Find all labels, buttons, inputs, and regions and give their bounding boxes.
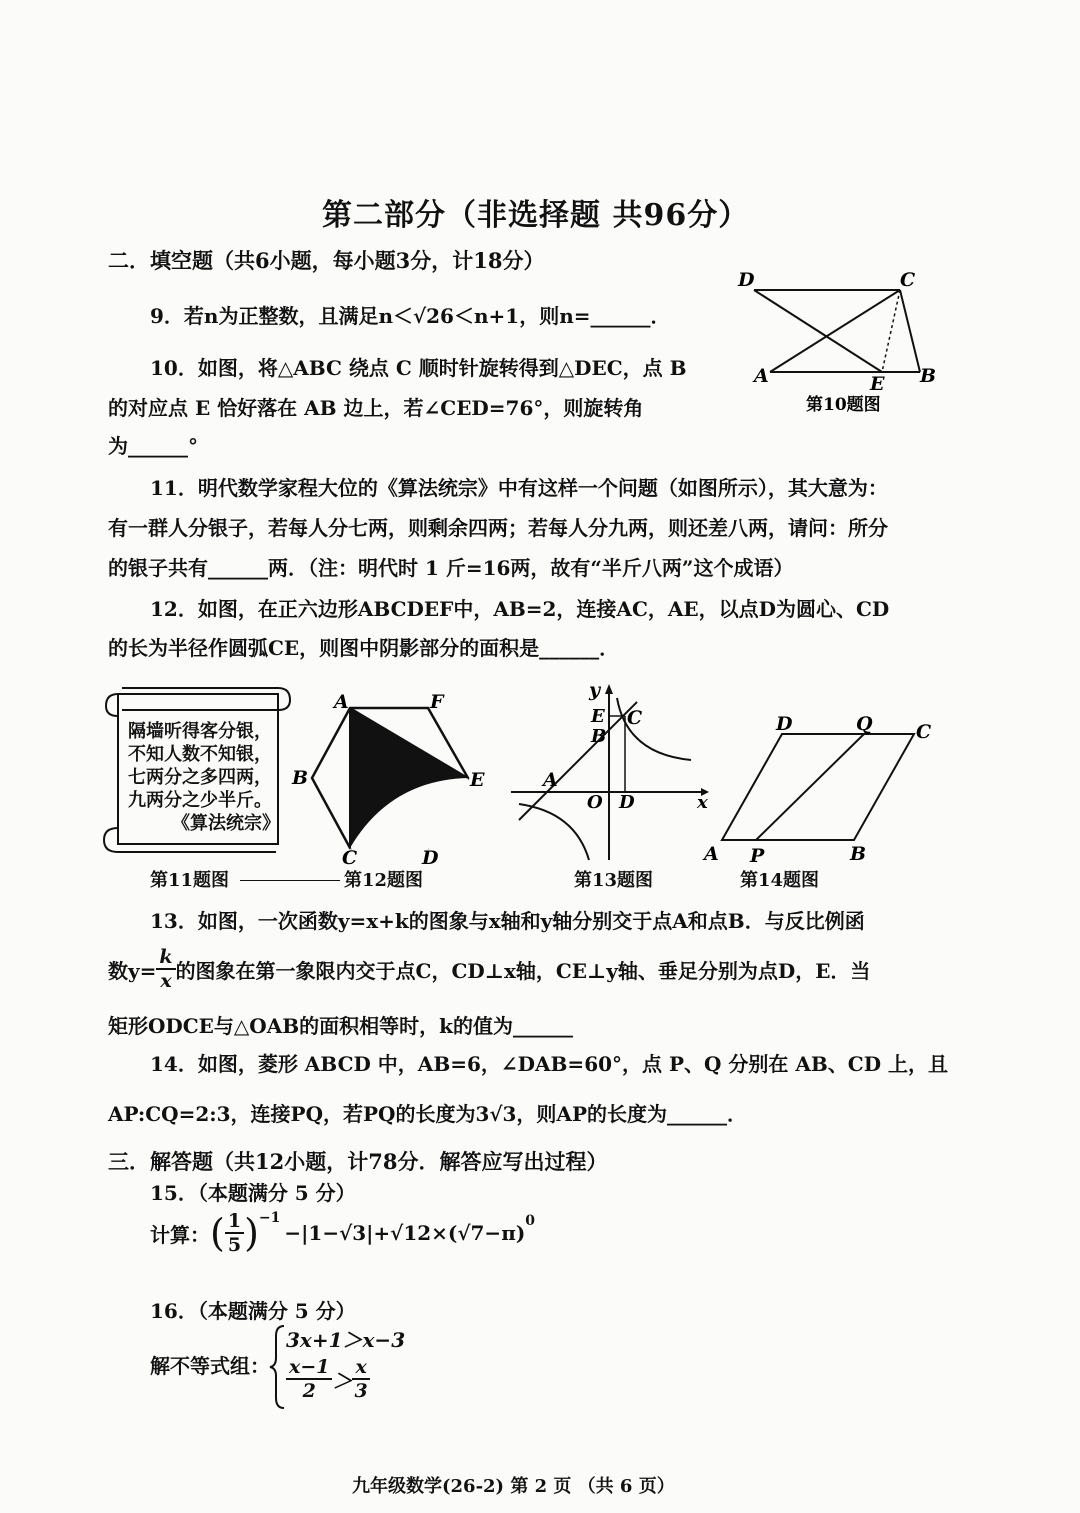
page-footer: 九年级数学(26-2) 第 2 页 （共 6 页） [352,1476,675,1497]
figure-10 [740,262,950,422]
poem-line-1: 隔墙听得客分银， [128,721,272,742]
fig10-label-C: C [900,269,916,291]
question-11-line3: 的银子共有______两．（注：明代时 1 斤=16两，故有“半斤八两”这个成语） [108,556,794,580]
fig10-label-E: E [870,373,885,395]
poem-line-4: 九两分之少半斤。 [128,790,272,811]
fig13-label-y: y [589,679,601,701]
fig13-label-B: B [591,726,607,747]
q15-fraction [225,1210,244,1256]
page-title: 第二部分（非选择题 共96分） [322,198,750,233]
question-12-line1: 12．如图，在正六边形ABCDEF中，AB=2，连接AC，AE，以点D为圆心、CD [150,597,890,621]
q15-label: 计算： [150,1222,210,1247]
question-14-line2: AP:CQ=2:3，连接PQ，若PQ的长度为3√3，则AP的长度为______． [108,1102,747,1126]
question-13-line1: 13．如图，一次函数y=x+k的图象与x轴和y轴分别交于点A和点B．与反比例函 [150,909,865,933]
question-10-line3: 为______° [108,434,198,458]
fig14-label-A: A [704,843,719,865]
q15-frac-den: 5 [227,1234,242,1256]
figure-13-graph [505,680,715,865]
fig14-label-Q: Q [856,713,873,735]
q16-label: 解不等式组： [150,1354,270,1378]
figure-14-rhombus [700,712,950,867]
q13-fraction [156,946,175,992]
poem-line-3: 七两分之多四两， [128,767,272,788]
q16-frac-left-den: 2 [302,1380,316,1402]
q16-frac-right-den: 3 [354,1380,368,1402]
question-15-expression [150,1210,535,1256]
question-16-title: 16．（本题满分 5 分） [150,1299,356,1323]
question-14-line1: 14．如图，菱形 ABCD 中，AB=6，∠DAB=60°，点 P、Q 分别在 AB、CD 上，且 [150,1052,949,1076]
fig12-caption: 第12题图 [344,870,424,891]
fig13-label-x: x [697,792,708,813]
fig10-label-D: D [738,269,755,291]
q15-exponent-zero: 0 [525,1213,536,1229]
fig12-label-C: C [342,847,358,869]
fig14-caption: 第14题图 [740,870,820,891]
fig13-label-C: C [627,707,643,729]
question-12-line2: 的长为半径作圆弧CE，则图中阴影部分的面积是______． [108,636,620,660]
q13-pre: 数y= [108,958,157,983]
fig13-label-E: E [591,706,605,727]
fig13-label-D: D [619,792,635,813]
q16-frac-right [352,1356,369,1402]
poem-source: 《算法统宗》 [172,813,280,834]
question-9: 9．若n为正整数，且满足n＜√26＜n+1，则n=______． [150,304,671,328]
question-13-line3: 矩形ODCE与△OAB的面积相等时，k的值为______ [108,1014,574,1038]
fig12-label-A: A [334,691,349,713]
question-10-line1: 10．如图，将△ABC 绕点 C 顺时针旋转得到△DEC，点 B [150,356,687,380]
fig10-label-A: A [754,365,769,387]
fig14-label-D: D [776,713,793,735]
q15-frac-num: 1 [225,1210,244,1234]
fig14-label-B: B [850,843,867,865]
divider [240,880,340,881]
question-15-title: 15．（本题满分 5 分） [150,1181,356,1205]
fig10-label-B: B [920,365,937,387]
fig14-label-C: C [916,721,932,743]
q13-frac-num: k [156,946,175,970]
q16-op: ＞ [332,1368,353,1393]
fig10-caption: 第10题图 [806,395,881,415]
section-heading-fill-in: 二．填空题（共6小题，每小题3分，计18分） [108,248,545,273]
fig12-label-E: E [470,769,485,791]
fig14-label-P: P [750,845,765,867]
q15-rest: −|1−√3|+√12×(√7−π) [284,1221,526,1245]
q15-paren-left: ( [210,1211,225,1255]
figure-12-hexagon [290,690,490,870]
section-heading-solve: 三．解答题（共12小题，计78分．解答应写出过程） [108,1149,608,1174]
q15-paren-right: ) [244,1211,259,1255]
question-11-line1: 11．明代数学家程大位的《算法统宗》中有这样一个问题（如图所示），其大意为： [150,476,888,500]
fig13-caption: 第13题图 [574,870,654,891]
fig12-label-B: B [292,767,309,789]
fig11-caption: 第11题图 [150,870,230,891]
q16-brace [268,1322,288,1412]
poem-line-2: 不知人数不知银， [128,744,272,765]
fig11-poem [128,720,280,835]
q13-frac-den: x [160,970,172,992]
fig12-label-D: D [422,847,439,869]
question-11-line2: 有一群人分银子，若每人分七两，则剩余四两；若每人分九两，则还差八两，请问：所分 [108,516,888,540]
q16-inequality-1: 3x+1＞x−3 [286,1328,406,1352]
fig13-label-A: A [543,769,558,791]
q16-frac-left-num: x−1 [286,1356,332,1380]
q16-frac-right-num: x [352,1356,369,1380]
question-13-line2 [108,946,870,992]
q15-exponent: −1 [258,1210,281,1226]
fig13-label-O: O [587,792,603,813]
question-10-line2: 的对应点 E 恰好落在 AB 边上，若∠CED=76°，则旋转角 [108,396,644,420]
q16-frac-left [286,1356,332,1402]
q16-inequality-2 [286,1356,370,1402]
fig12-label-F: F [430,691,444,713]
q13-post: 的图象在第一象限内交于点C，CD⊥x轴，CE⊥y轴、垂足分别为点D，E．当 [175,958,871,983]
